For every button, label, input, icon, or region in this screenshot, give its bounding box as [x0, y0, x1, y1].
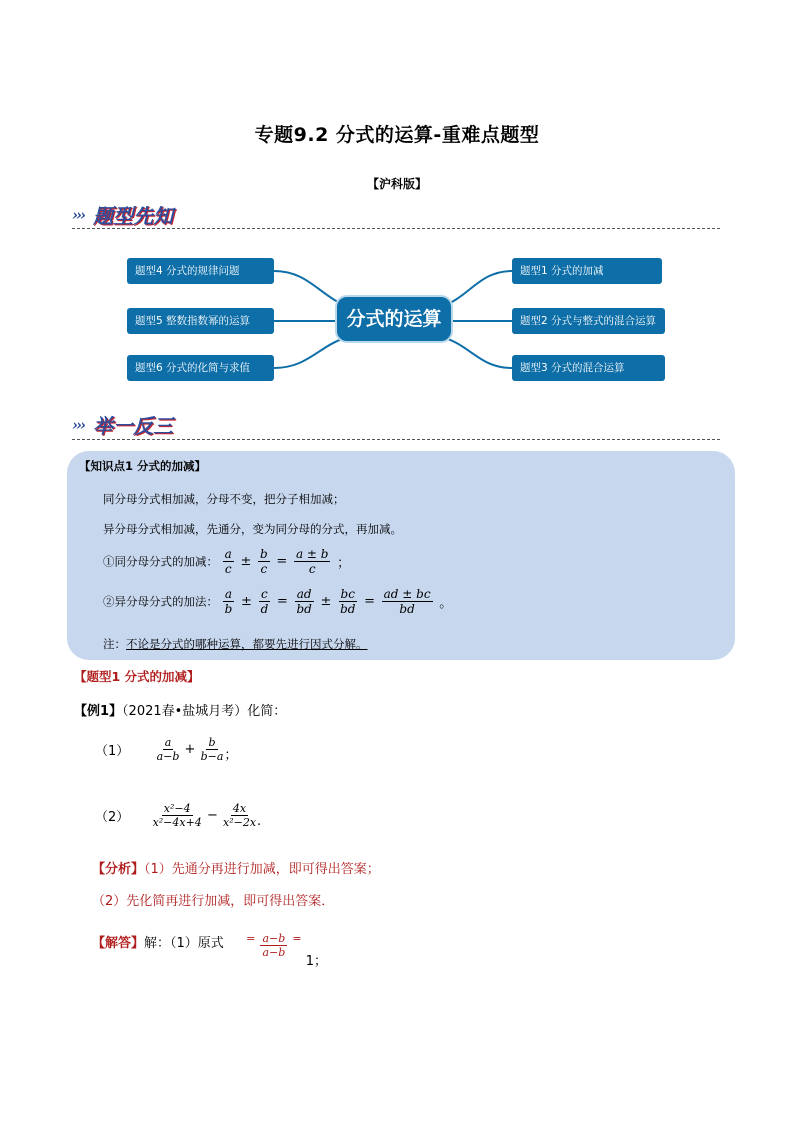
answer-line: 【解答】解：（1）原式 = $\frac{a-b}{a-b}$ = 1；	[92, 932, 328, 969]
example-item-1: （1） $\frac{a}{a-b}$ + $\frac{b}{b-a}$ ；	[95, 736, 238, 763]
section-header-preview	[72, 200, 173, 230]
analysis-line-2: （2）先化简再进行加减，即可得出答案．	[92, 894, 335, 909]
knowledge-title: 【知识点1 分式的加减】	[79, 459, 207, 473]
section-title: 举一反三	[93, 414, 174, 438]
rule-same-denominator: ①同分母分式的加减： $\frac{a}{c}$ ± $\frac{b}{c}$ = $\frac{a \pm b}{c}$ ；	[103, 547, 351, 576]
fraction: $\frac{ad \pm bc}{bd}$	[383, 587, 431, 616]
node-type6: 题型6 分式的化简与求值	[127, 355, 274, 381]
mind-map	[120, 248, 670, 388]
knowledge-line: 同分母分式相加减，分母不变，把分子相加减；	[103, 492, 345, 506]
example-header: 【例1】（2021春•盐城月考）化简：	[74, 704, 287, 719]
divider	[72, 228, 720, 229]
node-type2: 题型2 分式与整式的混合运算	[512, 308, 665, 334]
node-type4: 题型4 分式的规律问题	[127, 258, 274, 284]
node-type3: 题型3 分式的混合运算	[512, 355, 665, 381]
rule-different-denominator: ②异分母分式的加法： $\frac{a}{b}$ ± $\frac{c}{d}$ = $\frac{ad}{bd}$ ± $\frac{bc}{bd}$ = $\frac{ad \pm bc}{bd}$ 。	[103, 587, 453, 616]
section-header-examples	[72, 410, 173, 440]
knowledge-note: 注：不论是分式的哪种运算，都要先进行因式分解。	[103, 637, 368, 651]
knowledge-box	[67, 451, 735, 660]
analysis-line-1: 【分析】（1）先通分再进行加减，即可得出答案；	[92, 862, 380, 877]
fraction: $\frac{a}{c}$	[224, 547, 232, 576]
node-type1: 题型1 分式的加减	[512, 258, 662, 284]
fraction: $\frac{a \pm b}{c}$	[295, 547, 329, 576]
arrows-icon: ›››	[72, 415, 84, 434]
fraction: $\frac{b}{b-a}$	[200, 736, 224, 763]
fraction: $\frac{b}{c}$	[260, 547, 268, 576]
knowledge-line: 异分母分式相加减，先通分，变为同分母的分式，再加减。	[103, 522, 402, 536]
center-node: 分式的运算	[335, 295, 453, 343]
edition-label: 【沪科版】	[366, 177, 427, 191]
fraction: $\frac{\text{x²−4}}{\text{x²−4x+4}}$	[152, 802, 202, 829]
fraction: $\frac{bc}{bd}$	[340, 587, 356, 616]
fraction: $\frac{a}{b}$	[224, 587, 233, 616]
example-item-2: （2） $\frac{\text{x²−4}}{\text{x²−4x+4}}$ − $\frac{4x}{\text{x²−2x}}$ .	[95, 802, 262, 829]
divider	[72, 439, 720, 440]
fraction: $\frac{ad}{bd}$	[296, 587, 312, 616]
fraction: $\frac{a-b}{a-b}$	[262, 932, 286, 959]
fraction: $\frac{4x}{\text{x²−2x}}$	[223, 802, 257, 829]
section-title: 题型先知	[93, 204, 174, 228]
fraction: $\frac{a}{a-b}$	[156, 736, 180, 763]
arrows-icon: ›››	[72, 205, 84, 224]
page-title: 专题9.2 分式的运算-重难点题型	[254, 124, 540, 146]
node-type5: 题型5 整数指数幂的运算	[127, 308, 274, 334]
fraction: $\frac{c}{d}$	[260, 587, 269, 616]
type1-heading: 【题型1 分式的加减】	[74, 669, 200, 684]
